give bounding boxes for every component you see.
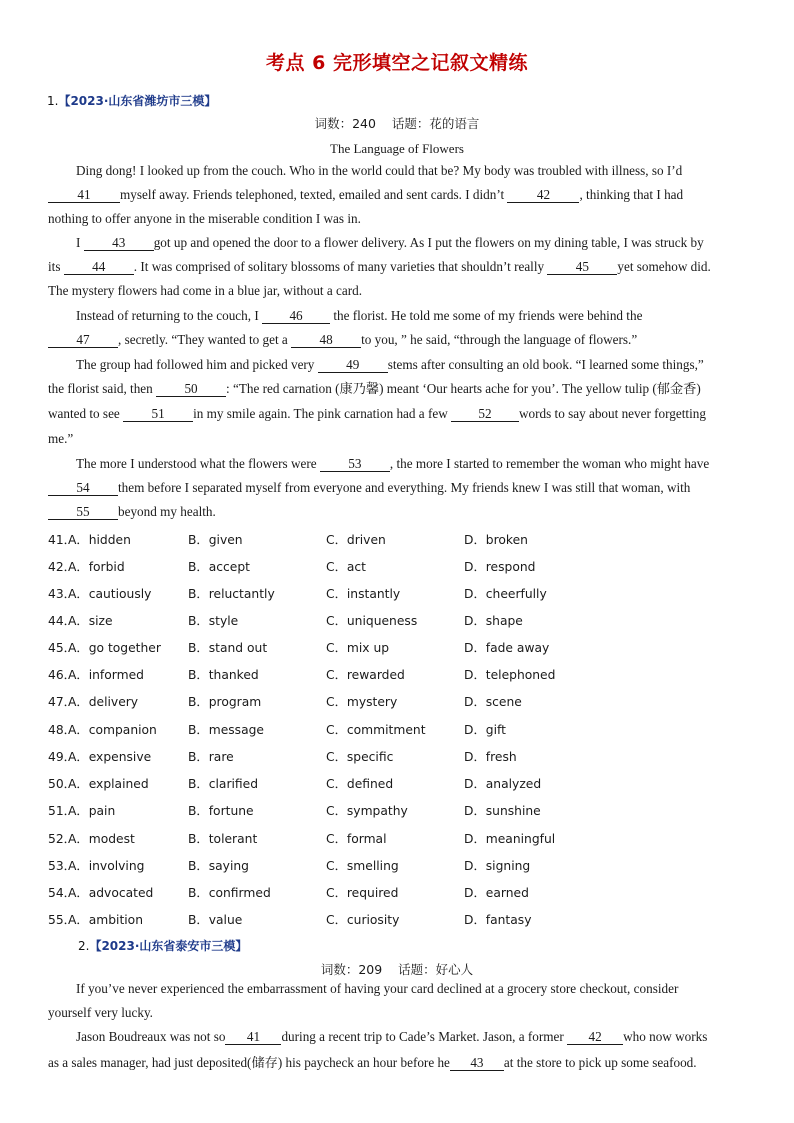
passage-text: stems after consulting an old book. “I learned some things,” (387, 357, 704, 372)
question-number: 49． (48, 750, 76, 764)
passage-text: , thinking that I had (579, 187, 684, 202)
option-c: C．act (326, 560, 367, 574)
option-b: B．clarified (188, 777, 259, 791)
blank-49: 49 (318, 358, 388, 373)
option-d: D．fantasy (464, 913, 532, 927)
option-b: B．rare (188, 750, 234, 764)
option-b: B．value (188, 913, 243, 927)
section2-source-label: 【2023·山东省泰安市三模】 (89, 939, 248, 953)
passage-text: the florist. He told me some of my friends were behind the (333, 308, 643, 323)
passage-text: got up and opened the door to a flower delivery. As I put the flowers on my dining table, I was struck by (153, 235, 704, 250)
passage-text: myself away. Friends telephoned, texted, emailed and sent cards. I didn’t (120, 187, 505, 202)
option-d: D．fresh (464, 750, 517, 764)
passage-text: to you, ” he said, “through the language of flowers.” (361, 332, 638, 347)
blank-43: 43 (84, 236, 154, 251)
section1-source-label: 【2023·山东省潍坊市三模】 (58, 94, 217, 108)
question-number: 48． (48, 723, 76, 737)
option-a: A．involving (68, 859, 145, 873)
option-b: B．confirmed (188, 886, 271, 900)
passage-line (76, 456, 776, 472)
option-c: C．mix up (326, 641, 390, 655)
option-c: C．specific (326, 750, 394, 764)
option-row-44 (48, 611, 768, 627)
option-row-54 (48, 883, 768, 899)
blank-50: 50 (156, 382, 226, 397)
passage-text: yourself very lucky. (48, 1005, 153, 1020)
option-row-49 (48, 747, 768, 763)
option-c: C．commitment (326, 723, 426, 737)
passage-text: in my smile again. The pink carnation had a few (193, 406, 448, 421)
option-d: D．earned (464, 886, 529, 900)
passage-text: Ding dong! I looked up from the couch. Who in the world could that be? My body was troubled with illness, so I’d (76, 163, 683, 178)
passage-line (76, 1029, 776, 1045)
option-row-48 (48, 720, 768, 736)
blank-44: 44 (64, 260, 134, 275)
passage-line (76, 235, 776, 251)
passage-text: during a recent trip to Cade’s Market. Jason, a former (281, 1029, 564, 1044)
passage-line (48, 480, 748, 496)
option-c: C．mystery (326, 695, 398, 709)
blank-45: 45 (547, 260, 617, 275)
section1-number: 1. (47, 94, 59, 108)
question-number: 52． (48, 832, 76, 846)
passage-line (48, 381, 748, 397)
question-number: 50． (48, 777, 76, 791)
passage-text: I (76, 235, 81, 250)
option-a: A．forbid (68, 560, 125, 574)
option-d: D．scene (464, 695, 522, 709)
page-title: 考点 6 完形填空之记叙文精练 (266, 52, 528, 74)
blank-42: 42 (507, 188, 579, 203)
passage-text: , secretly. “They wanted to get a (118, 332, 288, 347)
blank-2-41: 41 (225, 1030, 281, 1045)
passage-text: nothing to offer anyone in the miserable condition I was in. (48, 211, 361, 226)
passage-text: them before I separated myself from everyone and everything. My friends knew I was still that woman, with (118, 480, 691, 495)
option-row-52 (48, 829, 768, 845)
option-row-47 (48, 692, 768, 708)
section2-meta (0, 960, 794, 978)
option-d: D．respond (464, 560, 536, 574)
option-d: D．shape (464, 614, 523, 628)
passage-text: words to say about never forgetting (519, 406, 706, 421)
option-row-42 (48, 557, 768, 573)
question-number: 45． (48, 641, 76, 655)
option-b: B．fortune (188, 804, 254, 818)
option-c: C．required (326, 886, 399, 900)
question-number: 54． (48, 886, 76, 900)
question-number: 53． (48, 859, 76, 873)
passage-text: . It was comprised of solitary blossoms of many varieties that shouldn’t really (133, 259, 545, 274)
passage-text: as a sales manager, had just deposited(储存) his paycheck an hour before he (48, 1055, 450, 1070)
option-row-55 (48, 910, 768, 926)
blank-53: 53 (320, 457, 390, 472)
passage-text: , the more I started to remember the woman who might have (389, 456, 710, 471)
option-c: C．sympathy (326, 804, 408, 818)
option-row-50 (48, 774, 768, 790)
option-a: A．go together (68, 641, 161, 655)
question-number: 43． (48, 587, 76, 601)
passage-text: The more I understood what the flowers were (76, 456, 317, 471)
option-a: A．advocated (68, 886, 154, 900)
option-b: B．stand out (188, 641, 268, 655)
section1-topic: 话题：花的语言 (391, 116, 480, 131)
passage-line (76, 357, 776, 373)
question-number: 46． (48, 668, 76, 682)
section2-source (78, 937, 247, 954)
blank-46: 46 (262, 309, 330, 324)
question-number: 51． (48, 804, 76, 818)
passage-text: at the store to pick up some seafood. (503, 1055, 697, 1070)
option-row-45 (48, 638, 768, 654)
option-row-51 (48, 801, 768, 817)
option-c: C．formal (326, 832, 387, 846)
passage-line (76, 308, 776, 324)
option-d: D．analyzed (464, 777, 542, 791)
option-a: A．hidden (68, 533, 131, 547)
passage-text: who now works (623, 1029, 708, 1044)
question-number: 41． (48, 533, 76, 547)
option-b: B．tolerant (188, 832, 258, 846)
option-row-41 (48, 530, 768, 546)
option-d: D．sunshine (464, 804, 541, 818)
passage-line (48, 406, 748, 422)
option-a: A．cautiously (68, 587, 152, 601)
section1-word-count: 词数：240 (314, 116, 376, 131)
option-c: C．driven (326, 533, 386, 547)
passage-text: : “The red carnation (康乃馨) meant ‘Our hearts ache for you’. The yellow tulip (郁金香) (226, 381, 701, 396)
question-number: 44． (48, 614, 76, 628)
option-d: D．signing (464, 859, 531, 873)
passage-text: its (48, 259, 61, 274)
passage-line (48, 332, 748, 348)
passage-text: The group had followed him and picked very (76, 357, 315, 372)
passage-text: Jason Boudreaux was not so (76, 1029, 226, 1044)
blank-55: 55 (48, 505, 118, 520)
option-a: A．pain (68, 804, 116, 818)
passage-text: Instead of returning to the couch, I (76, 308, 259, 323)
option-row-46 (48, 665, 768, 681)
question-number: 55． (48, 913, 76, 927)
question-number: 42． (48, 560, 76, 574)
passage-heading: The Language of Flowers (330, 141, 464, 156)
option-a: A．explained (68, 777, 149, 791)
blank-51: 51 (123, 407, 193, 422)
passage-line (76, 163, 776, 179)
option-b: B．accept (188, 560, 250, 574)
passage-text: The mystery flowers had come in a blue jar, without a card. (48, 283, 363, 298)
passage-text: me.” (48, 431, 74, 446)
option-c: C．defined (326, 777, 394, 791)
passage-text: wanted to see (48, 406, 120, 421)
option-b: B．saying (188, 859, 249, 873)
blank-2-43: 43 (450, 1056, 504, 1071)
passage-line (48, 1055, 748, 1071)
option-b: B．given (188, 533, 243, 547)
option-d: D．gift (464, 723, 506, 737)
option-a: A．expensive (68, 750, 152, 764)
option-c: C．instantly (326, 587, 401, 601)
option-d: D．meaningful (464, 832, 556, 846)
option-row-43 (48, 584, 768, 600)
option-b: B．program (188, 695, 262, 709)
passage-line (48, 1005, 748, 1021)
section2-topic: 话题：好心人 (398, 962, 474, 977)
option-b: B．message (188, 723, 264, 737)
option-a: A．delivery (68, 695, 139, 709)
option-c: C．uniqueness (326, 614, 418, 628)
passage-line (48, 504, 748, 520)
option-b: B．thanked (188, 668, 259, 682)
passage-text: If you’ve never experienced the embarrassment of having your card declined at a grocery store checkout, consider (76, 981, 679, 996)
passage-line (48, 259, 748, 275)
option-a: A．informed (68, 668, 144, 682)
section1-source (47, 92, 216, 109)
blank-48: 48 (291, 333, 361, 348)
option-c: C．smelling (326, 859, 399, 873)
option-b: B．style (188, 614, 239, 628)
passage-line (76, 981, 776, 997)
passage-line (48, 431, 748, 447)
section1-meta (0, 114, 794, 132)
question-number: 47． (48, 695, 76, 709)
option-c: C．curiosity (326, 913, 400, 927)
option-a: A．size (68, 614, 113, 628)
passage-text: the florist said, then (48, 381, 153, 396)
option-a: A．companion (68, 723, 157, 737)
passage-text: beyond my health. (118, 504, 216, 519)
option-b: B．reluctantly (188, 587, 275, 601)
blank-52: 52 (451, 407, 519, 422)
passage-line (48, 211, 748, 227)
section2-word-count: 词数：209 (320, 962, 383, 977)
passage-text: yet somehow did. (617, 259, 711, 274)
option-d: D．broken (464, 533, 528, 547)
blank-41: 41 (48, 188, 120, 203)
option-d: D．fade away (464, 641, 550, 655)
option-d: D．cheerfully (464, 587, 547, 601)
option-a: A．modest (68, 832, 135, 846)
option-a: A．ambition (68, 913, 144, 927)
passage-line (48, 283, 748, 299)
blank-2-42: 42 (567, 1030, 623, 1045)
blank-54: 54 (48, 481, 118, 496)
passage-line (48, 187, 748, 203)
section2-number: 2. (78, 939, 90, 953)
option-c: C．rewarded (326, 668, 405, 682)
option-row-53 (48, 856, 768, 872)
option-d: D．telephoned (464, 668, 556, 682)
blank-47: 47 (48, 333, 118, 348)
